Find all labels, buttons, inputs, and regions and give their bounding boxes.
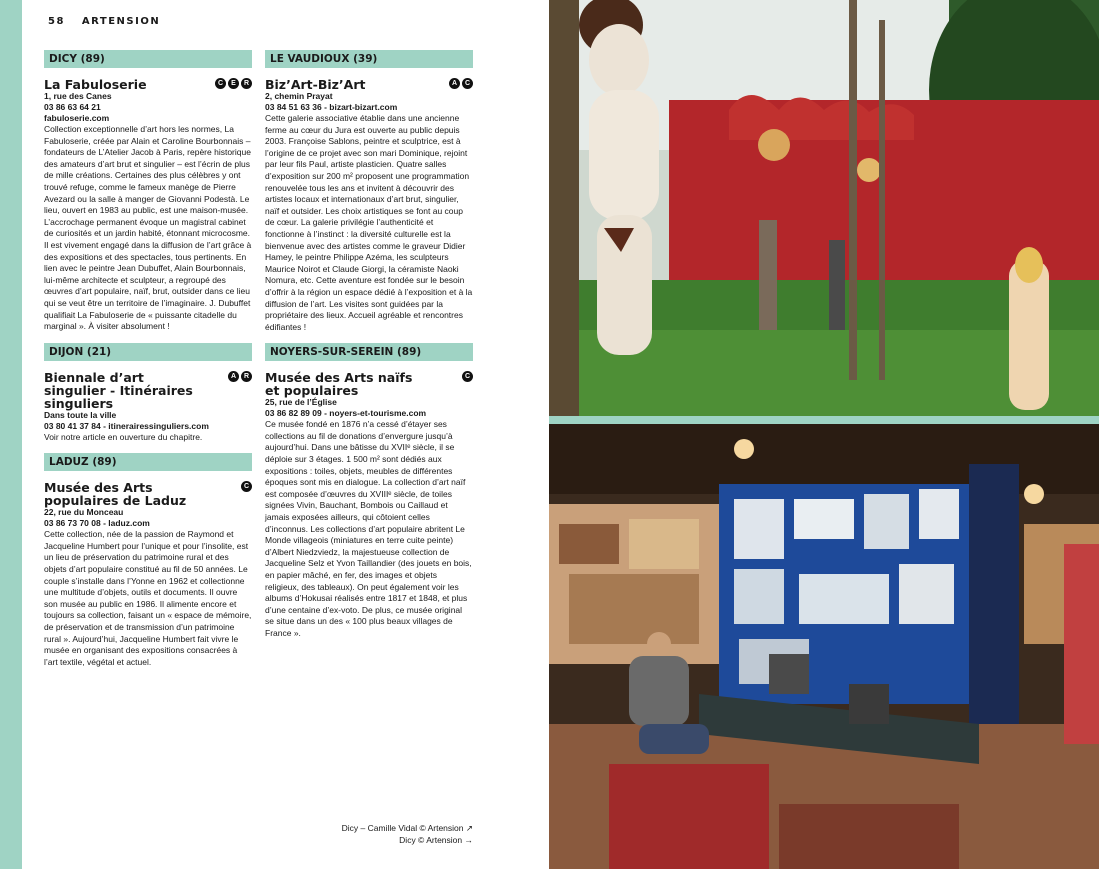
credit-line-1: Dicy – Camille Vidal © Artension ↗ <box>341 823 473 833</box>
photo-credits <box>265 822 473 846</box>
section-header-noyers: NOYERS-SUR-SEREIN (89) <box>265 343 473 361</box>
entry-address: 22, rue du Monceau <box>44 507 124 518</box>
page-number: 58 <box>48 16 65 27</box>
entry-description: Collection exceptionnelle d’art hors les normes, La Fabuloserie, créée par Alain et Caroline Bourbonnais – fondateurs de L’Atelier Jacob à Paris, repère historique des amateurs d’art brut et singulier – est l’écrin de plus de mille créations. Certaines des plus célèbres y ont trouvé refuge, comme le fameux manège de Pierre Avezard ou la salle à manger de Giovanni Podestà. Le lieu, ouvert en 1983 au public, est une maison-musée. L’accrochage permanent évoque un magistral cabinet de curiosités et un jardin habité, étonnant microcosme. Il est vivement engagé dans la diffusion de l’art grâce à des expositions et des spectacles, tous pertinents. En lien avec le peintre Jean Dubuffet, Alain Bourbonnais, lui-même architecte et sculpteur, a regroupé des œuvres d’art populaire, naïf, brut, outsider dans ce lieu qui se veut être un territoire de l’imaginaire. J. Dubuffet qualifiait La Fabuloserie de « puissante citadelle du marginal ». À visiter absolument ! <box>44 124 252 332</box>
entry-phone: 03 84 51 63 36 - bizart-bizart.com <box>265 102 398 112</box>
entry-website-link[interactable]: fabuloserie.com <box>44 113 110 123</box>
entry-description: Cette galerie associative établie dans une ancienne ferme au cœur du Jura est ouverte au public depuis 2003. Françoise Sablons, peintre et sculptrice, est à l’origine de ce projet avec son mari Dominique, rejoint par leur fils Paul, artiste plasticien. Quatre salles d’exposition sur 200 m² proposent une programmation renouvelée tous les ans et invitent à découvrir des artistes locaux et internationaux d’art brut, singulier, naïf et outsider. Les choix artistiques se font au coup de cœur. La galerie privilégie l’authenticité et fonctionne à l’instinct : la diversité culturelle est la bienvenue avec des artistes comme le graveur Didier Hamey, le peintre Philippe Azéma, les sculpteurs Maurice Noirot et Claude Giorgi, la céramiste Naoki Nomura, etc. Cette aventure est fondée sur le besoin d’offrir à la région un espace dédié à l’exposition et à la diffusion de l’art. Les visites sont guidées par la propriétaire des lieux. Accueil agréable et rencontres édifiantes ! <box>265 113 473 332</box>
badges <box>213 78 252 96</box>
entry-address: Dans toute la ville <box>44 409 117 420</box>
badge-c-icon: C <box>215 78 226 89</box>
badge-e-icon: E <box>228 78 239 89</box>
entry-phone: 03 86 63 64 21 <box>44 102 101 112</box>
section-header-dijon: DIJON (21) <box>44 343 252 361</box>
entry-title: Musée des Arts naïfs et populaires <box>265 370 413 399</box>
entry-address: 1, rue des Canes <box>44 91 112 101</box>
entry-description: Ce musée fondé en 1876 n’a cessé d’étayer ses collections au fil de donations d’envergure jusqu’à aujourd’hui. Dans une bâtisse du XVIIᵉ siècle, il se déploie sur 3 étages. 1 500 m² sont dédiés aux expositions : toiles, objets, meubles de différentes époques sont mis en dialogue. La collection d’art naïf est composée d’œuvres du XVIIIᵉ siècle, de toiles signées Vivin, Bauchant, Bombois ou Caillaud et jamais exposées ailleurs, qui côtoient celles d’inconnus. Les collections d’art populaire abritent Le Monde villageois (miniatures en terre cuite peinte) d’Albert Niedzviedz, la majestueuse collection de Jacqueline Selz et Yvon Taillandier (des jouets en bois, en papier mâché, en fer, des images et objets religieux, des tableaux). On peut également voir les albums d’Hokusai réalisés entre 1817 et 1848, et plus d’une centaine d’ex-voto. De plus, ce musée original se situe dans un des « 100 plus beaux villages de France ». <box>265 419 472 638</box>
photo-divider <box>549 416 1099 424</box>
entry-title: Biz’Art-Biz’Art <box>265 77 366 92</box>
entry-musee-noyers <box>265 371 473 639</box>
entry-description: Voir notre article en ouverture du chapitre. <box>44 431 203 442</box>
entry-title: Biennale d’art singulier - Itinéraires singuliers <box>44 369 193 411</box>
museum-interior-photo <box>549 424 1099 869</box>
entry-musee-laduz <box>44 481 252 668</box>
entry-description: Cette collection, née de la passion de Raymond et Jacqueline Humbert pour l’unique et pour l’insolite, est un lieu de préservation du patrimoine rural et des objets d’art populaire constitué au fil de 50 années. Le couple s’installe dans l’Yonne en 1962 et collectionne une multitude d’objets, outils et documents. Il ouvre son musée au public en 1986. Il alimente encore et toujours sa collection, faisant un « espace de mémoire, de préservation et de transmission d’un patrimoine rural ». Aujourd’hui, Jacqueline Humbert fait vivre le musée en organisant des expositions consacrées à l’art textile, végétal et actuel. <box>44 529 252 667</box>
entry-phone: 03 80 41 37 84 - itinerairessinguliers.com <box>44 420 209 431</box>
section-header-dicy: DICY (89) <box>44 50 252 68</box>
badges <box>239 481 252 499</box>
page-header <box>48 16 160 27</box>
entry-la-fabuloserie <box>44 78 252 333</box>
badges <box>447 78 473 96</box>
section-header-laduz: LADUZ (89) <box>44 453 252 471</box>
badges <box>460 371 473 389</box>
entry-bizart <box>265 78 473 333</box>
badge-c-icon: C <box>462 371 473 382</box>
badge-r-icon: R <box>241 371 252 382</box>
middle-column <box>265 50 473 650</box>
section-header-le-vaudioux: LE VAUDIOUX (39) <box>265 50 473 68</box>
badge-c-icon: C <box>462 78 473 89</box>
garden-sculptures-photo <box>549 0 1099 416</box>
badge-r-icon: R <box>241 78 252 89</box>
entry-title: La Fabuloserie <box>44 77 147 92</box>
badge-a-icon: A <box>449 78 460 89</box>
entry-address: 2, chemin Prayat <box>265 91 333 101</box>
badge-a-icon: A <box>228 371 239 382</box>
entry-address: 25, rue de l’Église <box>265 397 337 408</box>
badge-c-icon: C <box>241 481 252 492</box>
entry-title: Musée des Arts populaires de Laduz <box>44 480 187 509</box>
page-spine-accent <box>0 0 22 869</box>
left-column <box>44 50 252 678</box>
badges <box>226 371 252 389</box>
magazine-brand: ARTENSION <box>81 16 161 27</box>
credit-line-2: Dicy © Artension → <box>399 835 473 845</box>
entry-phone: 03 86 73 70 08 - laduz.com <box>44 518 150 529</box>
entry-phone: 03 86 82 89 09 - noyers-et-tourisme.com <box>265 408 427 419</box>
entry-biennale <box>44 371 252 444</box>
photo-area <box>549 0 1099 869</box>
